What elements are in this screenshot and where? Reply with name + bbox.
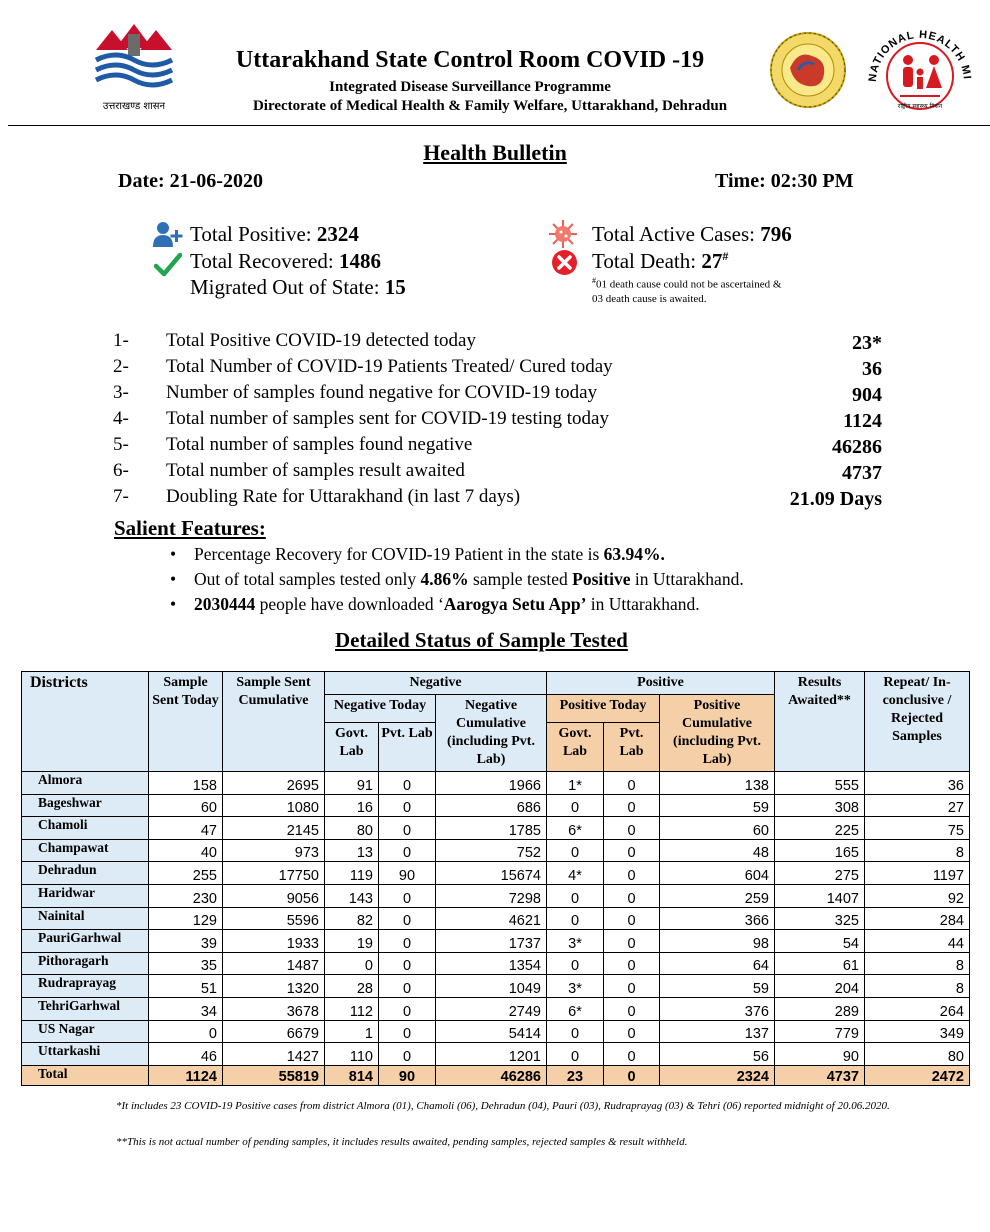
cell-awaited: 779 [775, 1020, 865, 1043]
cell-sent-today: 35 [149, 952, 223, 975]
cell-repeat: 284 [865, 907, 970, 930]
cell-awaited: 308 [775, 794, 865, 817]
cell-awaited: 225 [775, 817, 865, 840]
cell-neg-govt: 814 [325, 1065, 379, 1085]
cell-pos-govt: 0 [547, 952, 604, 975]
table-row [22, 884, 970, 907]
salient-bold: 63.94%. [603, 544, 665, 564]
cell-pos-cum: 604 [660, 862, 775, 885]
cell-sent-cum: 973 [223, 839, 325, 862]
uttarakhand-emblem-icon [92, 20, 176, 96]
active-label: Total Active Cases: [592, 222, 761, 246]
cell-pos-pvt: 0 [604, 884, 660, 907]
death-note [592, 274, 781, 306]
cell-sent-today: 34 [149, 997, 223, 1020]
cell-pos-pvt: 0 [604, 1043, 660, 1066]
check-icon [154, 252, 182, 278]
death-note-mark: # [592, 276, 596, 285]
cell-pos-govt: 23 [547, 1065, 604, 1085]
cell-neg-cum: 752 [436, 839, 547, 862]
cell-pos-pvt: 0 [604, 1065, 660, 1085]
cell-pos-govt: 0 [547, 884, 604, 907]
col-sample-sent-cumulative: Sample Sent Cumulative [223, 672, 325, 772]
cell-repeat: 44 [865, 930, 970, 953]
bulletin-date: Date: 21-06-2020 [118, 170, 263, 192]
col-sample-sent-today: Sample Sent Today [149, 672, 223, 772]
district-name: Champawat [22, 839, 149, 862]
migrated-label: Migrated Out of State: [190, 275, 385, 299]
district-name: US Nagar [22, 1020, 149, 1043]
cell-neg-pvt: 0 [379, 952, 436, 975]
cell-neg-pvt: 0 [379, 1043, 436, 1066]
table-title: Detailed Status of Sample Tested [335, 628, 628, 652]
cell-pos-cum: 56 [660, 1043, 775, 1066]
stat-value: 36 [862, 358, 882, 380]
col-pos-pvt-lab: Pvt. Lab [604, 722, 660, 771]
cell-pos-cum: 98 [660, 930, 775, 953]
stat-number: 4- [113, 408, 129, 429]
cell-repeat: 92 [865, 884, 970, 907]
total-positive-value: 2324 [316, 222, 359, 246]
header-directorate: Directorate of Medical Health & Family Welfare, Uttarakhand, Dehradun [252, 98, 728, 114]
cell-neg-govt: 80 [325, 817, 379, 840]
table-row [22, 862, 970, 885]
cell-neg-cum: 4621 [436, 907, 547, 930]
stat-value: 23* [852, 332, 882, 354]
cell-sent-cum: 1427 [223, 1043, 325, 1066]
cell-neg-cum: 1737 [436, 930, 547, 953]
cell-repeat: 2472 [865, 1065, 970, 1085]
cell-pos-cum: 376 [660, 997, 775, 1020]
bulletin-time: Time: 02:30 PM [715, 170, 854, 192]
cell-pos-cum: 64 [660, 952, 775, 975]
stat-label: Total number of samples result awaited [166, 460, 465, 481]
cell-pos-pvt: 0 [604, 794, 660, 817]
cell-sent-cum: 9056 [223, 884, 325, 907]
stat-number: 3- [113, 382, 129, 403]
col-pos-govt-lab: Govt. Lab [547, 722, 604, 771]
cell-sent-cum: 2145 [223, 817, 325, 840]
cell-pos-pvt: 0 [604, 839, 660, 862]
cell-neg-govt: 16 [325, 794, 379, 817]
total-recovered-value: 1486 [338, 249, 381, 273]
cell-pos-govt: 0 [547, 907, 604, 930]
cell-neg-cum: 46286 [436, 1065, 547, 1085]
district-name: Total [22, 1065, 149, 1085]
cell-neg-cum: 1966 [436, 772, 547, 795]
cell-pos-pvt: 0 [604, 975, 660, 998]
cell-awaited: 275 [775, 862, 865, 885]
cell-repeat: 349 [865, 1020, 970, 1043]
cell-pos-pvt: 0 [604, 907, 660, 930]
cell-awaited: 325 [775, 907, 865, 930]
cell-awaited: 555 [775, 772, 865, 795]
cell-sent-cum: 1320 [223, 975, 325, 998]
table-row [22, 817, 970, 840]
idsp-emblem-icon [768, 30, 848, 110]
cell-sent-cum: 2695 [223, 772, 325, 795]
table-row [22, 1020, 970, 1043]
cell-pos-cum: 59 [660, 975, 775, 998]
stat-label: Total number of samples found negative [166, 434, 473, 455]
salient-text: in Uttarakhand. [586, 594, 700, 614]
cell-neg-govt: 91 [325, 772, 379, 795]
district-name: Bageshwar [22, 794, 149, 817]
bullet-icon: • [170, 594, 177, 614]
cell-neg-govt: 1 [325, 1020, 379, 1043]
cell-awaited: 4737 [775, 1065, 865, 1085]
table-body [22, 772, 970, 1086]
cell-neg-pvt: 0 [379, 907, 436, 930]
total-death [592, 249, 728, 274]
cell-neg-pvt: 0 [379, 884, 436, 907]
col-districts: Districts [22, 672, 149, 772]
cell-neg-cum: 1785 [436, 817, 547, 840]
cell-pos-pvt: 0 [604, 1020, 660, 1043]
cell-sent-today: 46 [149, 1043, 223, 1066]
cell-sent-cum: 1487 [223, 952, 325, 975]
total-recovered [190, 249, 381, 274]
death-value: 27 [701, 249, 723, 273]
cell-pos-govt: 0 [547, 839, 604, 862]
cell-repeat: 27 [865, 794, 970, 817]
district-name: Haridwar [22, 884, 149, 907]
cell-sent-today: 39 [149, 930, 223, 953]
header-subtitle: Integrated Disease Surveillance Programme [329, 79, 611, 95]
nhm-caption: राष्ट्रीय स्वास्थ्य मिशन [897, 103, 943, 110]
salient-bold: Positive [572, 569, 631, 589]
cell-neg-govt: 28 [325, 975, 379, 998]
cell-pos-govt: 4* [547, 862, 604, 885]
col-results-awaited: Results Awaited** [775, 672, 865, 772]
cell-pos-cum: 59 [660, 794, 775, 817]
col-positive: Positive [547, 672, 775, 695]
table-total-row [22, 1065, 970, 1085]
cell-repeat: 75 [865, 817, 970, 840]
cell-pos-cum: 259 [660, 884, 775, 907]
stat-number: 5- [113, 434, 129, 455]
cell-neg-pvt: 0 [379, 794, 436, 817]
cell-repeat: 80 [865, 1043, 970, 1066]
cell-sent-cum: 1933 [223, 930, 325, 953]
salient-text: Percentage Recovery for COVID-19 Patient in the state is [194, 544, 604, 564]
bulletin-title: Health Bulletin [423, 140, 567, 165]
cell-awaited: 204 [775, 975, 865, 998]
cell-neg-cum: 2749 [436, 997, 547, 1020]
bullet-icon: • [170, 544, 177, 564]
cell-awaited: 165 [775, 839, 865, 862]
cell-sent-today: 40 [149, 839, 223, 862]
stat-number: 1- [113, 330, 129, 351]
cell-awaited: 90 [775, 1043, 865, 1066]
cell-pos-pvt: 0 [604, 997, 660, 1020]
cell-neg-pvt: 90 [379, 1065, 436, 1085]
stat-value: 21.09 Days [789, 488, 882, 510]
salient-text: in Uttarakhand. [630, 569, 744, 589]
cell-pos-pvt: 0 [604, 930, 660, 953]
cell-pos-cum: 2324 [660, 1065, 775, 1085]
footnote-2: **This is not actual number of pending samples, it includes results awaited, pending samples, rejected samples & result withheld. [116, 1136, 688, 1148]
stat-label: Doubling Rate for Uttarakhand (in last 7 days) [166, 486, 521, 507]
stat-number: 2- [113, 356, 129, 377]
cell-sent-today: 255 [149, 862, 223, 885]
cell-neg-govt: 119 [325, 862, 379, 885]
cell-awaited: 54 [775, 930, 865, 953]
cell-neg-pvt: 0 [379, 839, 436, 862]
cell-pos-govt: 0 [547, 794, 604, 817]
cell-pos-govt: 6* [547, 817, 604, 840]
table-row [22, 952, 970, 975]
stat-value: 4737 [842, 462, 882, 484]
cross-circle-icon [551, 249, 578, 276]
cell-sent-today: 158 [149, 772, 223, 795]
col-positive-today: Positive Today [547, 695, 660, 723]
salient-text: Out of total samples tested only [194, 569, 421, 589]
cell-sent-cum: 3678 [223, 997, 325, 1020]
cell-repeat: 36 [865, 772, 970, 795]
stat-value: 904 [852, 384, 882, 406]
district-name: Almora [22, 772, 149, 795]
salient-text: people have downloaded ‘ [255, 594, 444, 614]
stat-number: 7- [113, 486, 129, 507]
table-row [22, 772, 970, 795]
cell-neg-cum: 1049 [436, 975, 547, 998]
district-name: Rudraprayag [22, 975, 149, 998]
cell-pos-govt: 3* [547, 930, 604, 953]
table-row [22, 1043, 970, 1066]
table-row [22, 794, 970, 817]
cell-pos-pvt: 0 [604, 772, 660, 795]
cell-awaited: 289 [775, 997, 865, 1020]
cell-pos-govt: 1* [547, 772, 604, 795]
cell-pos-cum: 366 [660, 907, 775, 930]
cell-neg-pvt: 0 [379, 975, 436, 998]
migrated-value: 15 [384, 275, 406, 299]
active-value: 796 [760, 222, 792, 246]
sample-status-table [21, 671, 970, 1086]
cell-neg-pvt: 0 [379, 930, 436, 953]
cell-repeat: 264 [865, 997, 970, 1020]
bullet-icon: • [170, 569, 177, 589]
stat-label: Total Positive COVID-19 detected today [166, 330, 476, 351]
table-row [22, 839, 970, 862]
cell-neg-cum: 686 [436, 794, 547, 817]
cell-neg-cum: 1201 [436, 1043, 547, 1066]
table-row [22, 930, 970, 953]
cell-neg-govt: 143 [325, 884, 379, 907]
footnote-1: *It includes 23 COVID-19 Positive cases from district Almora (01), Chamoli (06), Dehradun (04), Pauri (03), Rudraprayag (03) & Tehri (06) reported midnight of 20.06.2020. [116, 1100, 890, 1112]
cell-sent-today: 1124 [149, 1065, 223, 1085]
cell-repeat: 8 [865, 839, 970, 862]
cell-sent-cum: 17750 [223, 862, 325, 885]
cell-repeat: 8 [865, 952, 970, 975]
cell-neg-pvt: 0 [379, 997, 436, 1020]
virus-icon [548, 219, 578, 249]
cell-neg-pvt: 0 [379, 772, 436, 795]
cell-repeat: 8 [865, 975, 970, 998]
table-row [22, 907, 970, 930]
nhm-arc-text: NATIONAL HEALTH MI [866, 28, 973, 83]
salient-text: sample tested [468, 569, 573, 589]
migrated-out [190, 275, 406, 300]
left-logo-caption: उत्तराखण्ड शासन [102, 101, 166, 112]
cell-pos-cum: 60 [660, 817, 775, 840]
salient-bold: 2030444 [194, 594, 256, 614]
header-title: Uttarakhand State Control Room COVID -19 [235, 47, 705, 73]
col-repeat-rejected: Repeat/ In- conclusive / Rejected Samples [865, 672, 970, 772]
cell-awaited: 1407 [775, 884, 865, 907]
cell-sent-today: 47 [149, 817, 223, 840]
cell-neg-pvt: 0 [379, 1020, 436, 1043]
district-name: PauriGarhwal [22, 930, 149, 953]
total-recovered-label: Total Recovered: [190, 249, 339, 273]
district-name: Nainital [22, 907, 149, 930]
cell-sent-today: 60 [149, 794, 223, 817]
table-row [22, 997, 970, 1020]
district-name: Pithoragarh [22, 952, 149, 975]
death-note-line2: 03 death cause is awaited. [592, 292, 707, 305]
col-negative: Negative [325, 672, 547, 695]
cell-neg-govt: 110 [325, 1043, 379, 1066]
cell-sent-today: 129 [149, 907, 223, 930]
total-active [592, 222, 792, 247]
district-name: Dehradun [22, 862, 149, 885]
col-negative-today: Negative Today [325, 695, 436, 723]
col-negative-cumulative: Negative Cumulative (including Pvt. Lab) [436, 695, 547, 772]
cell-sent-cum: 5596 [223, 907, 325, 930]
table-row [22, 975, 970, 998]
cell-pos-govt: 3* [547, 975, 604, 998]
cell-neg-cum: 5414 [436, 1020, 547, 1043]
cell-pos-cum: 137 [660, 1020, 775, 1043]
cell-pos-govt: 0 [547, 1020, 604, 1043]
stat-label: Total number of samples sent for COVID-19 testing today [166, 408, 609, 429]
cell-neg-govt: 82 [325, 907, 379, 930]
cell-neg-govt: 0 [325, 952, 379, 975]
district-name: Uttarkashi [22, 1043, 149, 1066]
col-neg-govt-lab: Govt. Lab [325, 722, 379, 771]
nhm-logo [862, 20, 978, 125]
cell-pos-pvt: 0 [604, 862, 660, 885]
death-label: Total Death: [592, 249, 702, 273]
cell-sent-today: 51 [149, 975, 223, 998]
stat-number: 6- [113, 460, 129, 481]
total-positive-label: Total Positive: [190, 222, 317, 246]
cell-neg-govt: 19 [325, 930, 379, 953]
cell-neg-cum: 15674 [436, 862, 547, 885]
header-divider [8, 125, 990, 126]
cell-awaited: 61 [775, 952, 865, 975]
stat-label: Total Number of COVID-19 Patients Treated/ Cured today [166, 356, 613, 377]
cell-neg-govt: 112 [325, 997, 379, 1020]
district-name: Chamoli [22, 817, 149, 840]
uttarakhand-govt-logo [84, 20, 184, 116]
cell-pos-govt: 0 [547, 1043, 604, 1066]
col-positive-cumulative: Positive Cumulative (including Pvt. Lab) [660, 695, 775, 772]
cell-pos-cum: 138 [660, 772, 775, 795]
cell-pos-govt: 6* [547, 997, 604, 1020]
death-note-line1: 01 death cause could not be ascertained & [596, 278, 782, 291]
cell-neg-pvt: 0 [379, 817, 436, 840]
cell-repeat: 1197 [865, 862, 970, 885]
stat-value: 46286 [832, 436, 882, 458]
stat-value: 1124 [843, 410, 882, 432]
salient-bold: 4.86% [420, 569, 469, 589]
district-name: TehriGarhwal [22, 997, 149, 1020]
cell-sent-cum: 1080 [223, 794, 325, 817]
cell-sent-cum: 6679 [223, 1020, 325, 1043]
salient-bold: Aarogya Setu App’ [443, 594, 587, 614]
total-positive [190, 222, 359, 247]
cell-pos-cum: 48 [660, 839, 775, 862]
cell-sent-today: 230 [149, 884, 223, 907]
col-neg-pvt-lab: Pvt. Lab [379, 722, 436, 771]
nhm-emblem-icon [862, 20, 978, 120]
cell-neg-pvt: 90 [379, 862, 436, 885]
salient-title: Salient Features: [114, 516, 266, 540]
idsp-logo [768, 30, 848, 115]
cell-sent-cum: 55819 [223, 1065, 325, 1085]
cell-pos-pvt: 0 [604, 817, 660, 840]
death-mark: # [722, 249, 729, 263]
cell-neg-cum: 7298 [436, 884, 547, 907]
add-person-icon [152, 220, 184, 248]
cell-neg-govt: 13 [325, 839, 379, 862]
stat-label: Number of samples found negative for COVID-19 today [166, 382, 598, 403]
cell-sent-today: 0 [149, 1020, 223, 1043]
cell-pos-pvt: 0 [604, 952, 660, 975]
cell-neg-cum: 1354 [436, 952, 547, 975]
